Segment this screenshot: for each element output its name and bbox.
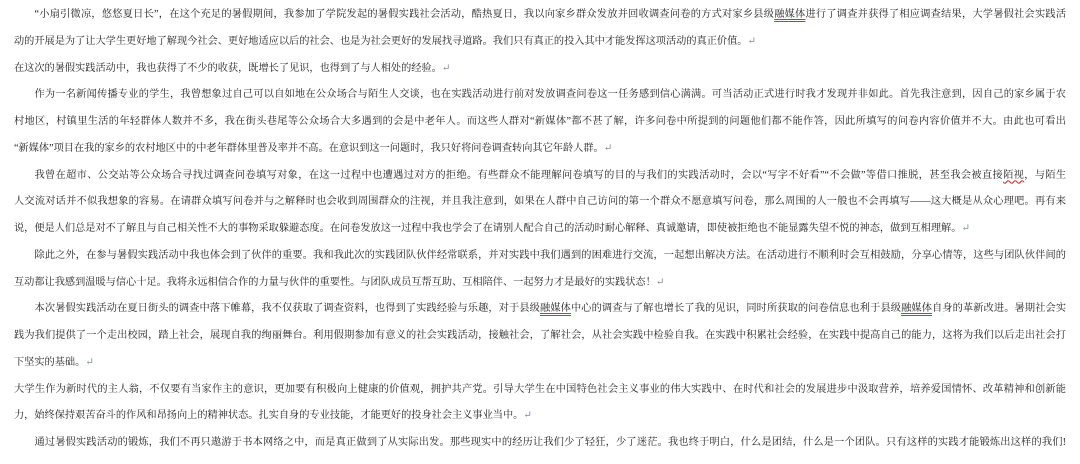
text-line [14,29,1066,56]
paragraph [14,243,1066,297]
paragraph [14,430,1066,457]
text-line [14,136,1066,163]
paragraph [14,56,1066,83]
paragraph-mark-icon: ↵ [655,276,665,288]
text-line [14,323,1066,350]
paragraph [14,2,1066,56]
text-run: 通过暑假实践活动的锻炼，我们不再只遨游于书本网络之中，而是真正做到了从实际出发。那些现实中的经历让我们少了轻狂，少了迷茫。我也终于明白，什么是团结，什么是一个团队。只有这样的实践才能锻炼出这样的我们! [34,437,1066,448]
text-line [14,430,1066,457]
flagged-word: 融媒体 [540,303,571,315]
paragraph-mark-icon: ↵ [523,410,532,422]
text-run: 说，便是人们总是对不了解且与自己相关性不大的事物采取躲避态度。在问卷发放这一过程中我也学会了在请别人配合自己的活动时耐心解释、真诚邀请，即使被拒绝也不能显露失望不悦的神态，做到互相理解。 [14,223,962,234]
text-run: ，与陌生 [1024,169,1066,181]
text-run: 村地区，村镇里生活的年轻群体人数并不多，我在街头巷尾等公众场合大多遇到的会是中老年人。而这些人群对“新媒体”都不甚了解，许多问卷中所提到的问题他们都不能作答，因此所填写的问卷内容价值并不大。由此也可看出 [14,116,1066,127]
text-run: 践为我们提供了一个走出校园，踏上社会，展现自我的绚丽舞台。利用假期参加有意义的社会实践活动，接触社会，了解社会，从社会实践中检验自我。在实践中积累社会经验，在实践中提高自己的能力，这将为我们以后走出社会打 [14,330,1066,341]
paragraph-mark-icon: ↵ [85,356,94,368]
paragraph [14,296,1066,376]
paragraph [14,82,1066,162]
text-line [14,350,1066,377]
text-line [14,296,1066,323]
text-run: 下坚实的基础。 [14,356,86,368]
text-run: 动的开展是为了让大学生更好地了解现今社会、更好地适应以后的社会、也是为社会更好的发展找寻道路。我们只有真正的投入其中才能发挥这项活动的真正价值。 [14,35,748,47]
text-run: 我曾在超市、公交站等公众场合寻找过调查问卷填写对象，在这一过程中也遭遇过对方的拒绝。有些群众不能理解问卷填写的目的与我们的实践活动时，会以“写字不好看”“不会做”等借口推脱，甚至我会被直接 [34,169,1004,181]
paragraph-mark-icon: ↵ [961,223,970,234]
paragraph-mark-icon: ↵ [603,142,613,154]
text-run: 力，始终保持艰苦奋斗的作风和昂扬向上的精神状态。扎实自身的专业技能，才能更好的投身社会主义事业当中。 [14,410,524,422]
flagged-word: 陌视 [1003,169,1025,181]
flagged-word: 融媒体 [901,303,933,315]
text-line [14,270,1066,297]
text-run: 进行了调查并获得了相应调查结果，大学暑假社会实践活 [805,9,1066,20]
paragraph [14,377,1066,431]
paragraph-mark-icon: ↵ [441,62,451,74]
text-line [14,163,1066,190]
text-line [14,2,1066,29]
text-run: 中心的调查与了解也增长了我的见识，同时所获取的问卷信息也利于县级 [570,303,902,315]
text-run: 在这次的暑假实践活动中，我也获得了不少的收获，既增长了见识，也得到了与人相处的经验。 [14,62,442,74]
text-run: “新媒体”项目在我的家乡的农村地区中的中老年群体里普及率并不高。在意识到这一问题时，我只好将问卷调查转向其它年龄人群。 [14,142,604,154]
text-line [14,56,1066,83]
text-run: 本次暑假实践活动在夏日街头的调查中落下帷幕，我不仅获取了调查资料，也得到了实践经验与乐趣，对于县级 [34,303,540,315]
text-line [14,377,1066,404]
flagged-word: 融媒体 [774,9,806,20]
document-body[interactable] [14,2,1066,457]
paragraph [14,163,1066,243]
text-run: “小扇引微凉，悠悠夏日长”，在这个充足的暑假期间，我参加了学院发起的暑假实践社会活动，酷热夏日，我以向家乡群众发放并回收调查问卷的方式对家乡县级 [34,9,775,20]
text-run: 自身的革新改进。暑期社会实 [932,303,1066,315]
text-line [14,109,1066,136]
paragraph-mark-icon: ↵ [747,35,757,47]
text-run: 互动都让我感到温暖与信心十足。我将永远相信合作的力量与伙伴的重要性。与团队成员互帮互助、互相陪伴、一起努力才是最好的实践状态！ [14,276,656,288]
text-line [14,216,1066,243]
text-run: 人交流对话并不似我想象的容易。在请群众填写问卷并与之解释时也会收到周围群众的注视，并且我注意到，如果在人群中自己访问的第一个群众不愿意填写问卷，那么周围的人一般也不会再填写——这大概是从众心理吧。再有来 [14,196,1066,208]
text-run: 大学生作为新时代的主人翁，不仅要有当家作主的意识，更加要有积极向上健康的价值观，拥护共产党。引导大学生在中国特色社会主义事业的伟大实践中、在时代和社会的发展进步中汲取营养，培养爱国情怀、改革精神和创新能 [14,383,1066,395]
text-line [14,243,1066,270]
text-run: 作为一名新闻传播专业的学生，我曾想象过自己可以自如地在公众场合与陌生人交谈，也在实践活动进行前对发放调查问卷这一任务感到信心满满。可当活动正式进行时我才发现并非如此。首先我注意到，因自己的家乡属于农 [34,89,1066,101]
text-line [14,403,1066,430]
text-line [14,189,1066,216]
text-run: 除此之外，在参与暑假实践活动中我也体会到了伙伴的重要。我和我此次的实践团队伙伴经常联系，并对实践中我们遇到的困难进行交流，一起想出解决方法。在活动进行不顺利时会互相鼓励，分享心情等，这些与团队伙伴间的 [34,249,1066,261]
text-line [14,82,1066,109]
